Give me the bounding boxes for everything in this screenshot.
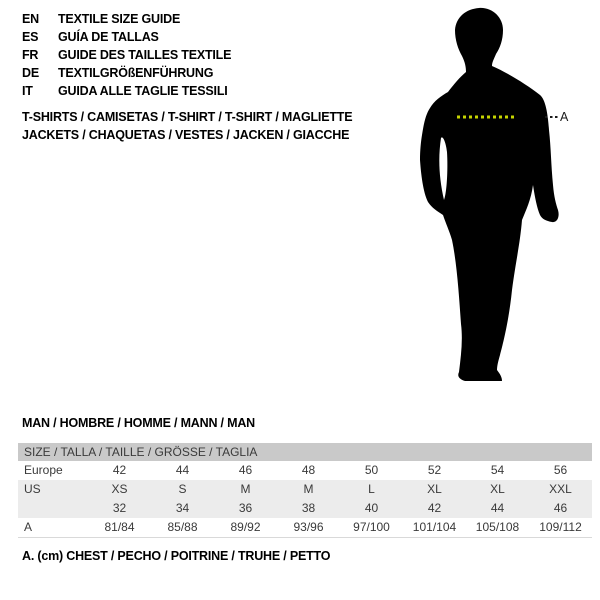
table-cell: 52: [427, 463, 442, 477]
language-list: [22, 10, 231, 100]
table-cell: 44: [175, 463, 190, 477]
table-cell: 34: [175, 501, 190, 515]
table-cell: XL: [427, 482, 442, 496]
table-row-label: US: [24, 482, 41, 496]
table-cell: 93/96: [293, 520, 324, 534]
man-silhouette: [408, 4, 600, 388]
language-row: [22, 64, 231, 82]
table-cell: 54: [490, 463, 505, 477]
table-cell: 44: [490, 501, 505, 515]
table-row-label: [18, 499, 88, 518]
language-label: TEXTILE SIZE GUIDE: [58, 12, 181, 26]
table-cell: XXL: [549, 482, 572, 496]
table-cell: 36: [238, 501, 253, 515]
footnote-chest: A. (cm) CHEST / PECHO / POITRINE / TRUHE / PETTO: [22, 549, 331, 563]
table-cell: 85/88: [167, 520, 198, 534]
table-row-label: Europe: [24, 463, 63, 477]
table-cell: 32: [112, 501, 127, 515]
language-label: GUIDA ALLE TAGLIE TESSILI: [58, 84, 228, 98]
table-cell: 40: [364, 501, 379, 515]
table-row: [18, 480, 592, 499]
language-row: [22, 28, 231, 46]
category-jackets: JACKETS / CHAQUETAS / VESTES / JACKEN / GIACCHE: [22, 128, 350, 142]
table-cell: M: [240, 482, 251, 496]
table-cell: 48: [301, 463, 316, 477]
table-cell: 46: [238, 463, 253, 477]
size-table-body: [18, 461, 592, 537]
category-lines: [22, 108, 352, 144]
language-code: ES: [22, 30, 39, 44]
table-cell: XL: [490, 482, 505, 496]
language-row: [22, 82, 231, 100]
table-row-label: A: [24, 520, 33, 534]
table-cell: 105/108: [475, 520, 520, 534]
man-silhouette-path: [420, 8, 559, 381]
table-cell: 42: [427, 501, 442, 515]
table-cell: XS: [111, 482, 128, 496]
table-cell: 109/112: [539, 520, 582, 534]
table-cell: M: [303, 482, 314, 496]
language-code: DE: [22, 66, 39, 80]
language-label: GUÍA DE TALLAS: [58, 30, 159, 44]
table-cell: L: [368, 482, 375, 496]
language-code: EN: [22, 12, 39, 26]
category-tshirts: T-SHIRTS / CAMISETAS / T-SHIRT / T-SHIRT / MAGLIETTE: [22, 110, 353, 124]
language-row: [22, 46, 231, 64]
language-row: [22, 10, 231, 28]
measurement-label-a: A: [560, 110, 569, 124]
table-row: [18, 499, 592, 518]
table-row: [18, 461, 592, 480]
table-cell: 81/84: [104, 520, 135, 534]
table-row: [18, 518, 592, 537]
language-code: IT: [22, 84, 33, 98]
table-cell: 46: [553, 501, 568, 515]
table-cell: 97/100: [353, 520, 390, 534]
table-cell: 101/104: [412, 520, 457, 534]
table-cell: 42: [112, 463, 127, 477]
table-cell: 50: [364, 463, 379, 477]
table-cell: 56: [553, 463, 568, 477]
section-title: MAN / HOMBRE / HOMME / MANN / MAN: [22, 416, 255, 430]
language-code: FR: [22, 48, 39, 62]
size-table-header: SIZE / TALLA / TAILLE / GRÖSSE / TAGLIA: [18, 443, 592, 461]
table-cell: 89/92: [230, 520, 261, 534]
man-figure: [408, 4, 600, 388]
language-label: TEXTILGRÖßENFÜHRUNG: [58, 66, 214, 80]
table-cell: S: [178, 482, 187, 496]
table-cell: 38: [301, 501, 316, 515]
size-table: [18, 443, 592, 538]
language-label: GUIDE DES TAILLES TEXTILE: [58, 48, 232, 62]
